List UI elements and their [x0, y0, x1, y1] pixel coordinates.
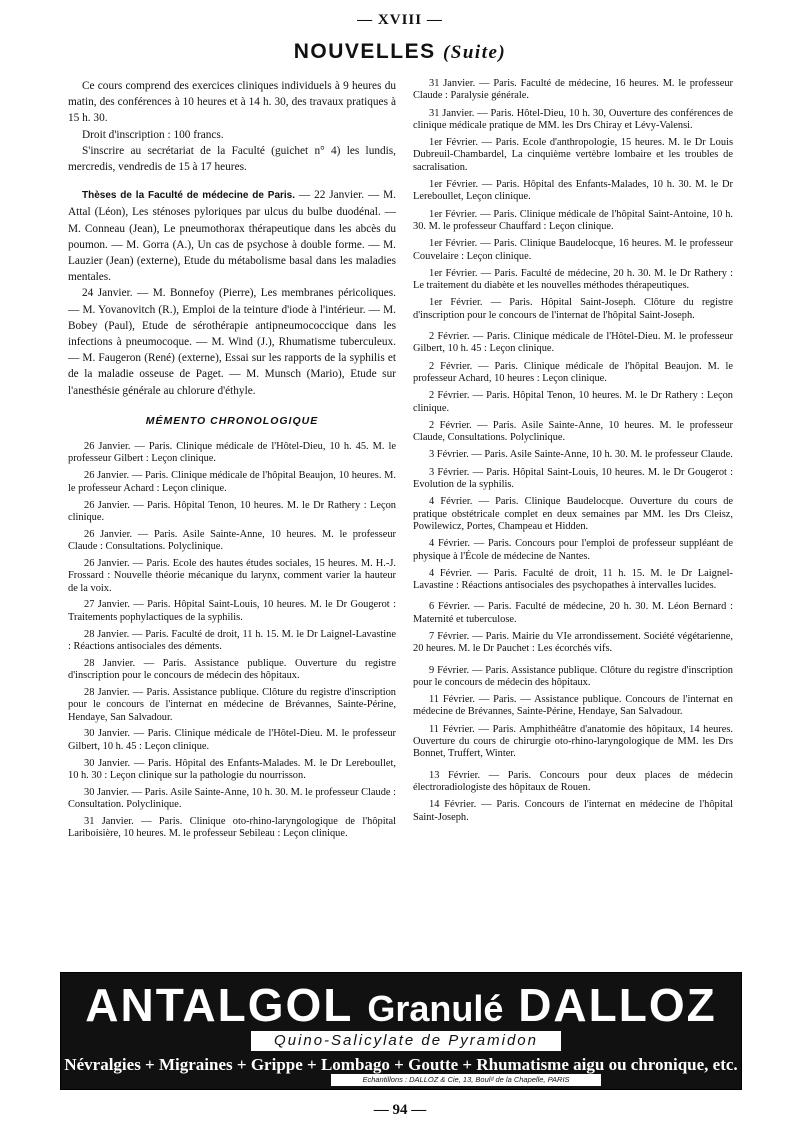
ad-maker: DALLOZ — [518, 979, 717, 1031]
theses-paragraph: 24 Janvier. — M. Bonnefoy (Pierre), Les membranes péricoliques. — M. Yovanovitch (R.), Emploi de la teinture d'iode à l'intérieur. — M. Bobey (Paul), Etude de sérothérapie antipneumococcique dans les infections à pneumocoque. — M. Wind (J.), Rhumatisme tuberculeux. — M. Faugeron (René) (externe), Essai sur les rapports de la syphilis et de la maladie osseuse de Paget. — M. Munsch (Mario), Etude sur l'anesthésie générale au chlorure d'éthyle. — [68, 287, 396, 397]
memento-entry: 4 Février. — Paris. Concours pour l'emploi de professeur suppléant de physique à l'École de médecine de Nantes. — [413, 538, 733, 562]
memento-entry: 1er Février. — Paris. Clinique Baudelocque, 16 heures. M. le professeur Couvelaire : Leçon clinique. — [413, 238, 733, 262]
memento-entry: 28 Janvier. — Paris. Assistance publique. Clôture du registre d'inscription pour le concours de l'internat en médecine de Brévannes, Sainte-Périne, Hendaye, San Salvadour. — [68, 686, 396, 723]
ad-brand-line — [61, 979, 741, 1035]
theses-section — [68, 187, 396, 399]
memento-entries-right — [413, 78, 733, 824]
memento-entry: 3 Février. — Paris. Hôpital Saint-Louis, 10 heures. M. le Dr Gougerot : Evolution de la syphilis. — [413, 466, 733, 491]
memento-entry: 11 Février. — Paris. — Assistance publique. Concours de l'internat en médecine de Brévannes, Sainte-Périne, Hendaye, San Salvadour. — [413, 694, 733, 718]
memento-entry: 7 Février. — Paris. Mairie du VIe arrondissement. Société végétarienne, 20 heures. M. le Dr Pauchet : Les écorchés vifs. — [413, 630, 733, 655]
ad-indications: Névralgies + Migraines + Grippe + Lombago + Goutte + Rhumatisme aigu ou chronique, etc. — [64, 1055, 738, 1074]
memento-entry: 1er Février. — Paris. Clinique médicale de l'hôpital Saint-Antoine, 10 h. 30. M. le professeur Chauffard : Leçon clinique. — [413, 208, 733, 232]
memento-heading: MÉMENTO CHRONOLOGIQUE — [145, 414, 319, 427]
title-suite: (Suite) — [442, 42, 507, 63]
memento-entry: 14 Février. — Paris. Concours de l'internat en médecine de l'hôpital Saint-Joseph. — [413, 799, 733, 823]
memento-entry: 30 Janvier. — Paris. Asile Sainte-Anne, 10 h. 30. M. le professeur Claude : Consultation. Polyclinique. — [68, 786, 396, 811]
intro-paragraph: S'inscrire au secrétariat de la Faculté (guichet n° 4) les lundis, mercredis, vendredis de 15 à 17 heures. — [68, 144, 396, 174]
memento-entry: 28 Janvier. — Paris. Faculté de droit, 11 h. 15. M. le Dr Laignel-Lavastine : Réactions antisociales des déments. — [68, 628, 396, 652]
intro-paragraph: Ce cours comprend des exercices cliniques individuels à 9 heures du matin, des conférences à 10 heures et à 14 h. 30, des travaux pratiques à 15 h. 30. — [68, 80, 396, 125]
ad-brand: ANTALGOL — [85, 979, 353, 1031]
memento-entry: 2 Février. — Paris. Asile Sainte-Anne, 10 heures. M. le professeur Claude, Consultations. Polyclinique. — [413, 419, 733, 444]
memento-entry: 1er Février. — Paris. Ecole d'anthropologie, 15 heures. M. le Dr Louis Dubreuil-Chambardel, La cinquième vertèbre lombaire et les troubles de sacralisation. — [413, 137, 733, 173]
memento-entry: 27 Janvier. — Paris. Hôpital Saint-Louis, 10 heures. M. le Dr Gougerot : Traitements pophylactiques de la syphilis. — [68, 599, 396, 623]
memento-entry: 1er Février. — Paris. Hôpital des Enfants-Malades, 10 h. 30. M. le Dr Lereboullet, Leçon clinique. — [413, 179, 733, 203]
memento-entry: 26 Janvier. — Paris. Asile Sainte-Anne, 10 heures. M. le professeur Claude : Consultations. Polyclinique. — [68, 528, 396, 553]
memento-entry: 31 Janvier. — Paris. Faculté de médecine, 16 heures. M. le professeur Claude : Paralysie générale. — [413, 78, 733, 102]
memento-entry: 26 Janvier. — Paris. Clinique médicale de l'Hôtel-Dieu, 10 h. 45. M. le professeur Gilbert : Leçon clinique. — [68, 441, 396, 465]
ad-granule: Granulé — [367, 988, 504, 1029]
memento-entry: 6 Février. — Paris. Faculté de médecine, 20 h. 30. M. Léon Bernard : Maternité et tuberculose. — [413, 601, 733, 625]
antalgol-advertisement — [60, 972, 742, 1090]
page-number: — 94 — — [373, 1102, 427, 1118]
memento-entry: 3 Février. — Paris. Asile Sainte-Anne, 10 h. 30. M. le professeur Claude. — [429, 449, 733, 461]
ad-address: Echantillons : DALLOZ & Cie, 13, Boulᵈ de la Chapelle, PARIS — [331, 1074, 601, 1086]
memento-entry: 2 Février. — Paris. Hôpital Tenon, 10 heures. M. le Dr Rathery : Leçon clinique. — [413, 390, 733, 414]
theses-heading: Thèses de la Faculté de médecine de Paris. — [82, 190, 296, 202]
memento-entry: 2 Février. — Paris. Clinique médicale de l'hôpital Beaujon. M. le professeur Achard, 10 heures : Leçon clinique. — [413, 360, 733, 384]
intro-paragraph: Droit d'inscription : 100 francs. — [82, 128, 224, 141]
memento-entries-left — [68, 441, 396, 840]
right-column — [413, 78, 733, 829]
course-intro — [68, 78, 396, 175]
theses-text: — 22 Janvier. — M. Attal (Léon), Les sténoses pyloriques par ulcus du bulbe duodénal. — M. Conneau (Jean), Le pneumothorax thérapeutique dans les abcès du poumon. — M. Gorra (A.), Un cas de psychose à double forme. — M. Lauzier (Jean) (externe), Etude du métabolisme basal dans les maladies mentales. — [68, 189, 396, 284]
memento-entry: 26 Janvier. — Paris. Ecole des hautes études sociales, 15 heures. M. H.-J. Frossard : Nouvelle théorie mécanique du larynx, comment varier la hauteur de la voix. — [68, 557, 396, 594]
memento-entry: 30 Janvier. — Paris. Hôpital des Enfants-Malades. M. le Dr Lereboullet, 10 h. 30 : Leçon clinique sur la pathologie du nourrisson. — [68, 757, 396, 781]
page-roman-number: — XVIII — — [357, 12, 443, 28]
memento-entry: 31 Janvier. — Paris. Clinique oto-rhino-laryngologique de l'hôpital Lariboisière, 10 heures. M. le professeur Sebileau : Leçon clinique. — [68, 816, 396, 840]
left-column — [68, 78, 396, 845]
page-title — [0, 40, 800, 64]
memento-entry: 28 Janvier. — Paris. Assistance publique. Ouverture du registre d'inscription pour le concours de médecin des hôpitaux. — [68, 657, 396, 682]
title-text: NOUVELLES — [293, 40, 436, 63]
memento-entry: 1er Février. — Paris. Hôpital Saint-Joseph. Clôture du registre d'inscription pour le concours de l'internat de l'hôpital Saint-Joseph. — [413, 297, 733, 321]
memento-entry: 26 Janvier. — Paris. Clinique médicale de l'hôpital Beaujon, 10 heures. M. le professeur Achard : Leçon clinique. — [68, 470, 396, 494]
theses-paragraph — [68, 187, 396, 285]
memento-entry: 31 Janvier. — Paris. Hôtel-Dieu, 10 h. 30, Ouverture des conférences de clinique médicale pratique de MM. les Drs Chiray et Lévy-Valensi. — [413, 107, 733, 131]
ad-subtitle: Quino-Salicylate de Pyramidon — [251, 1031, 561, 1051]
memento-entry: 30 Janvier. — Paris. Clinique médicale de l'Hôtel-Dieu. M. le professeur Gilbert, 10 h. 45 : Leçon clinique. — [68, 728, 396, 752]
memento-entry: 2 Février. — Paris. Clinique médicale de l'Hôtel-Dieu. M. le professeur Gilbert, 10 h. 45 : Leçon clinique. — [413, 331, 733, 355]
memento-entry: 26 Janvier. — Paris. Hôpital Tenon, 10 heures. M. le Dr Rathery : Leçon clinique. — [68, 499, 396, 523]
memento-entry: 13 Février. — Paris. Concours pour deux places de médecin électroradiologiste des hôpitaux de Rouen. — [413, 769, 733, 793]
memento-entry: 1er Février. — Paris. Faculté de médecine, 20 h. 30. M. le Dr Rathery : Le traitement du diabète et les nouvelles méthodes thérapeutiques. — [413, 267, 733, 292]
memento-entry: 9 Février. — Paris. Assistance publique. Clôture du registre d'inscription pour le concours de médecin des hôpitaux. — [413, 664, 733, 688]
memento-entry: 4 Février. — Paris. Faculté de droit, 11 h. 15. M. le Dr Laignel-Lavastine : Réactions antisociales des psychopathes à intervalles lucides. — [413, 567, 733, 592]
memento-entry: 4 Février. — Paris. Clinique Baudelocque. Ouverture du cours de pratique obstétricale complet en deux semaines par MM. les Drs Cleisz, Powilewicz, Portes, Champeau et Hidden. — [413, 496, 733, 532]
memento-entry: 11 Février. — Paris. Amphithéâtre d'anatomie des hôpitaux, 14 heures. Ouverture du cours de chirurgie oto-rhino-laryngologique de MM. les Drs Bonnet, Truffert, Winter. — [413, 723, 733, 760]
